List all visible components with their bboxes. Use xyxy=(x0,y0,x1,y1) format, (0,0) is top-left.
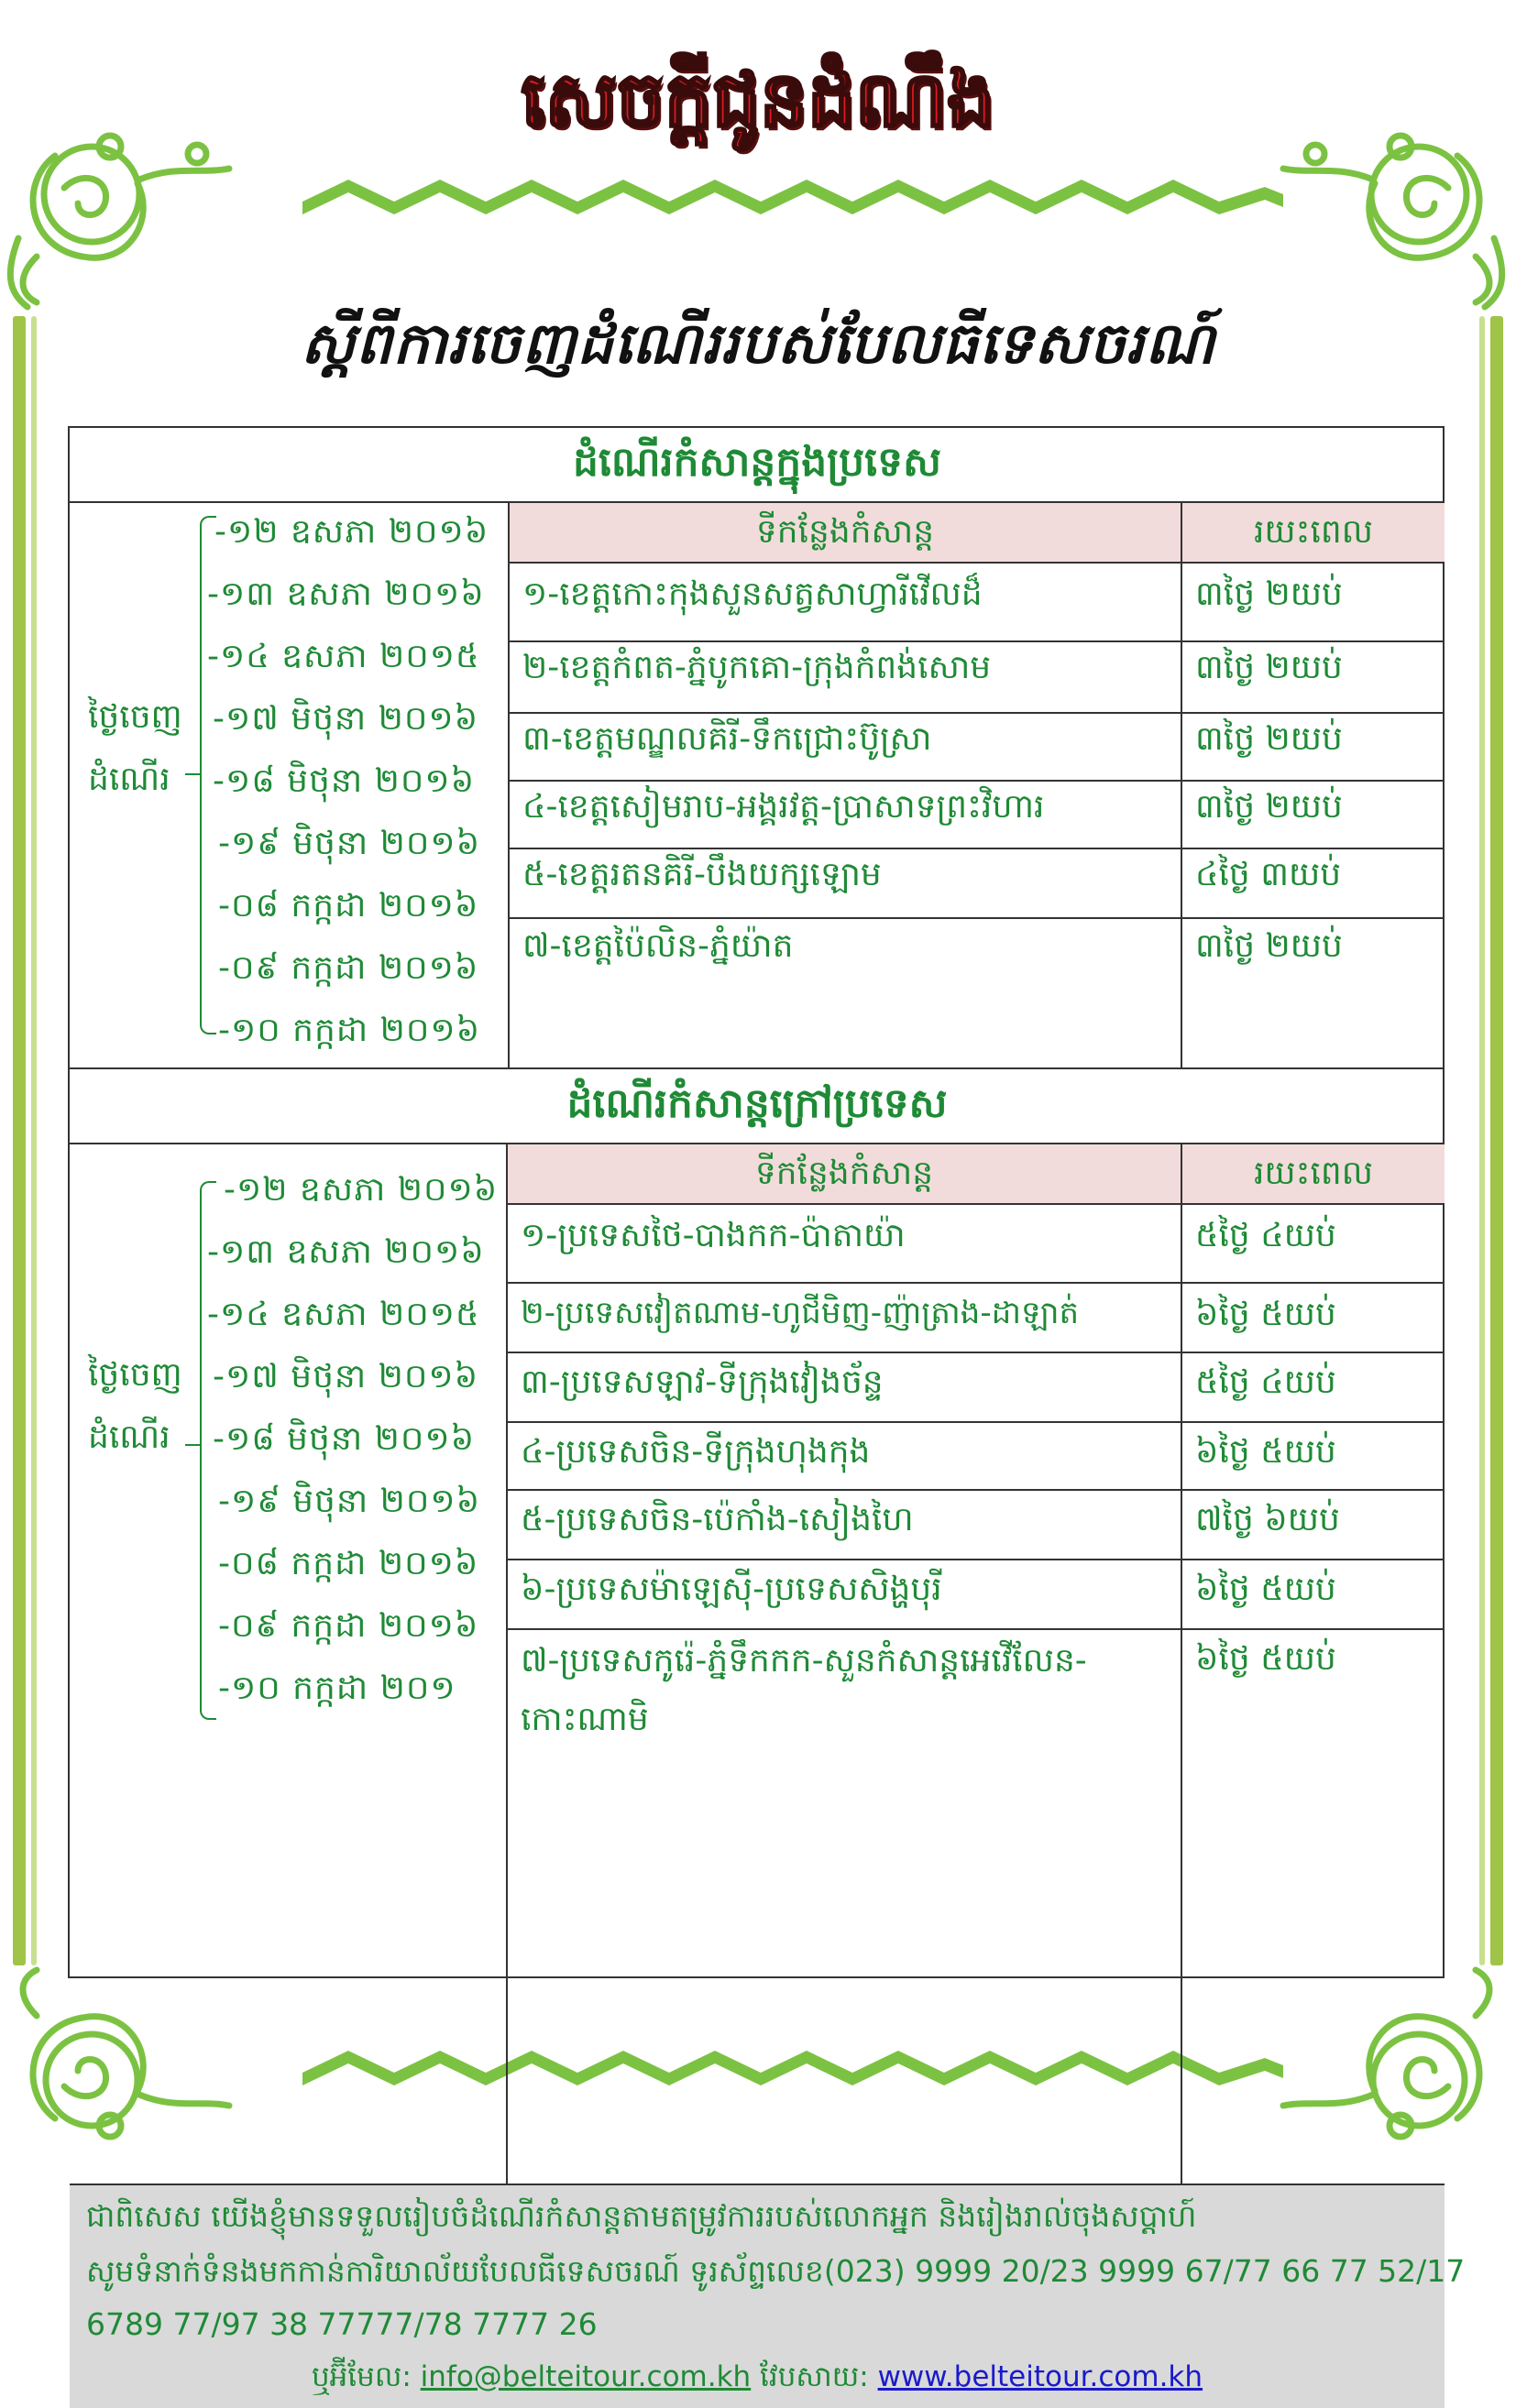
domestic-col-duration: រយះពេល xyxy=(1182,503,1445,562)
abroad-duration: ៦ថ្ងៃ ៥យប់ xyxy=(1195,1571,1336,1608)
footer-phone-line: សូមទំនាក់ទំនងមកកាន់ការិយាល័យបែលធីទេសចរណ៍ ទូរស័ព្ទលេខ(023) 9999 20/23 9999 67/77 66 77 52/17 xyxy=(86,2253,1466,2289)
contact-footer xyxy=(70,2184,1466,2408)
abroad-place: ៥-ប្រទេសចិន-ប៉េកាំង-សៀងហៃ xyxy=(521,1501,914,1538)
abroad-place: ៣-ប្រទេសឡាវ-ទីក្រុងវៀងច័ន្ទ xyxy=(521,1363,884,1401)
abroad-date: -១៩ មិថុនា ២០១៦ xyxy=(218,1483,481,1520)
domestic-date: -១៧ មិថុនា ២០១៦ xyxy=(213,700,479,738)
footer-links xyxy=(70,2359,1445,2401)
domestic-date: -១៩ មិថុនា ២០១៦ xyxy=(218,825,481,862)
domestic-duration: ៣ថ្ងៃ ២យប់ xyxy=(1195,720,1343,758)
footer-phone-line-2: 6789 77/97 38 77777/78 7777 26 xyxy=(86,2306,598,2342)
abroad-duration: ៦ថ្ងៃ ៥យប់ xyxy=(1195,1640,1336,1678)
domestic-duration: ៣ថ្ងៃ ២យប់ xyxy=(1195,649,1343,686)
abroad-duration: ៥ថ្ងៃ ៤យប់ xyxy=(1195,1363,1336,1401)
domestic-date: -០៩ កក្កដា ២០១៦ xyxy=(218,949,479,987)
domestic-duration: ៣ថ្ងៃ ២យប់ xyxy=(1195,927,1343,965)
abroad-date: -១២ ឧសភា ២០១៦ xyxy=(224,1171,499,1209)
corner-ornament-bottom-right xyxy=(1283,1970,1489,2137)
domestic-place: ៣-ខេត្តមណ្ឌលគិរី-ទឹកជ្រោះប៊ូស្រា xyxy=(522,720,932,758)
domestic-departure-label: ថ្ងៃចេញ ដំណើរ xyxy=(88,698,182,798)
domestic-place: ២-ខេត្តកំពត-ភ្នំបូកគោ-ក្រុងកំពង់សោម xyxy=(522,649,992,686)
corner-ornament-bottom-left xyxy=(23,1970,229,2137)
domestic-date: -១៣ ឧសភា ២០១៦ xyxy=(207,575,485,613)
left-border-bar-inner xyxy=(31,316,37,1965)
domestic-place: ១-ខេត្តកោះកុងសួនសត្វសាហ្វារីវើលដ៏ xyxy=(522,575,983,613)
website-label: វែបសាយ: xyxy=(760,2360,869,2393)
abroad-duration: ៥ថ្ងៃ ៤យប់ xyxy=(1195,1217,1336,1254)
email-label: ឬអ៊ីមែល: xyxy=(311,2360,412,2393)
abroad-duration: ៦ថ្ងៃ ៥យប់ xyxy=(1195,1296,1336,1333)
abroad-col-place: ទីកន្លែងកំសាន្ត xyxy=(508,1144,1181,1203)
abroad-date: -១៧ មិថុនា ២០១៦ xyxy=(213,1358,479,1396)
abroad-date: -១៨ មិថុនា ២០១៦ xyxy=(213,1420,476,1458)
abroad-place: ២-ប្រទេសវៀតណាម-ហូជីមិញ-ញ៉ាត្រាង-ដាឡាត់ xyxy=(521,1295,1080,1331)
domestic-section-title: ដំណើរកំសាន្តក្នុងប្រទេស xyxy=(573,439,941,486)
page-subtitle: ស្តីពីការចេញដំណើររបស់បែលធីទេសចរណ៍ xyxy=(301,310,1215,377)
domestic-place: ៧-ខេត្តប៉ៃលិន-ភ្នំយ៉ាត xyxy=(522,927,794,965)
domestic-date: -១០ កក្កដា ២០១៦ xyxy=(218,1012,481,1049)
right-border-bar xyxy=(1490,316,1503,1965)
domestic-date: -១៨ មិថុនា ២០១៦ xyxy=(213,762,476,800)
email-link[interactable]: info@belteitour.com.kh xyxy=(420,2360,752,2393)
abroad-date: -១៤ ឧសភា ២០១៥ xyxy=(207,1296,480,1333)
domestic-duration: ៤ថ្ងៃ ៣យប់ xyxy=(1195,856,1342,893)
footer-special-note: ជាពិសេស យើងខ្ញុំមានទទួលរៀបចំដំណើរកំសាន្តតាមតម្រូវការរបស់លោកអ្នក និងរៀងរាល់ចុងសប្តាហ៍ xyxy=(86,2198,1197,2234)
abroad-place: ៧-ប្រទេសកូរ៉េ-ភ្នំទឹកកក-សួនកំសាន្តអេវើលែន-កោះណាមិ xyxy=(521,1642,1087,1738)
domestic-place: ៥-ខេត្តរតនគិរី-បឹងយក្សឡោម xyxy=(522,856,882,893)
domestic-duration: ៣ថ្ងៃ ២យប់ xyxy=(1195,575,1343,613)
abroad-section-title: ដំណើរកំសាន្តក្រៅប្រទេស xyxy=(566,1080,948,1127)
abroad-duration: ៧ថ្ងៃ ៦យប់ xyxy=(1195,1501,1340,1538)
page-title: សេចក្តីជូនដំណឹង xyxy=(521,57,995,144)
domestic-col-place: ទីកន្លែងកំសាន្ត xyxy=(510,503,1181,562)
right-border-bar-inner xyxy=(1479,316,1485,1965)
tour-schedule-table xyxy=(68,426,1466,2393)
abroad-col-duration: រយះពេល xyxy=(1182,1144,1445,1203)
abroad-duration: ៦ថ្ងៃ ៥យប់ xyxy=(1195,1433,1336,1471)
domestic-place: ៤-ខេត្តសៀមរាប-អង្គរវត្ត-ប្រាសាទព្រះវិហារ xyxy=(522,788,1045,826)
domestic-date: -១២ ឧសភា ២០១៦ xyxy=(214,513,489,551)
abroad-date: -១៣ ឧសភា ២០១៦ xyxy=(207,1233,485,1271)
domestic-date: -០៨ កក្កដា ២០១៦ xyxy=(218,887,479,925)
abroad-place: ៤-ប្រទេសចិន-ទីក្រុងហុងកុង xyxy=(521,1433,871,1471)
website-link[interactable]: www.belteitour.com.kh xyxy=(877,2360,1203,2393)
domestic-date: -១៤ ឧសភា ២០១៥ xyxy=(207,638,480,675)
abroad-place: ១-ប្រទេសថៃ-បាងកក-ប៉ាតាយ៉ា xyxy=(521,1217,906,1254)
abroad-place: ៦-ប្រទេសម៉ាឡេស៊ី-ប្រទេសសិង្ហបុរី xyxy=(521,1571,942,1608)
abroad-date: -០៨ កក្កដា ២០១៦ xyxy=(218,1545,479,1582)
left-border-bar xyxy=(13,316,26,1965)
abroad-date: -០៩ កក្កដា ២០១៦ xyxy=(218,1607,479,1645)
abroad-departure-label: ថ្ងៃចេញ ដំណើរ xyxy=(88,1356,182,1456)
abroad-date: -១០ កក្កដា ២០១ xyxy=(218,1669,456,1707)
domestic-duration: ៣ថ្ងៃ ២យប់ xyxy=(1195,788,1343,826)
